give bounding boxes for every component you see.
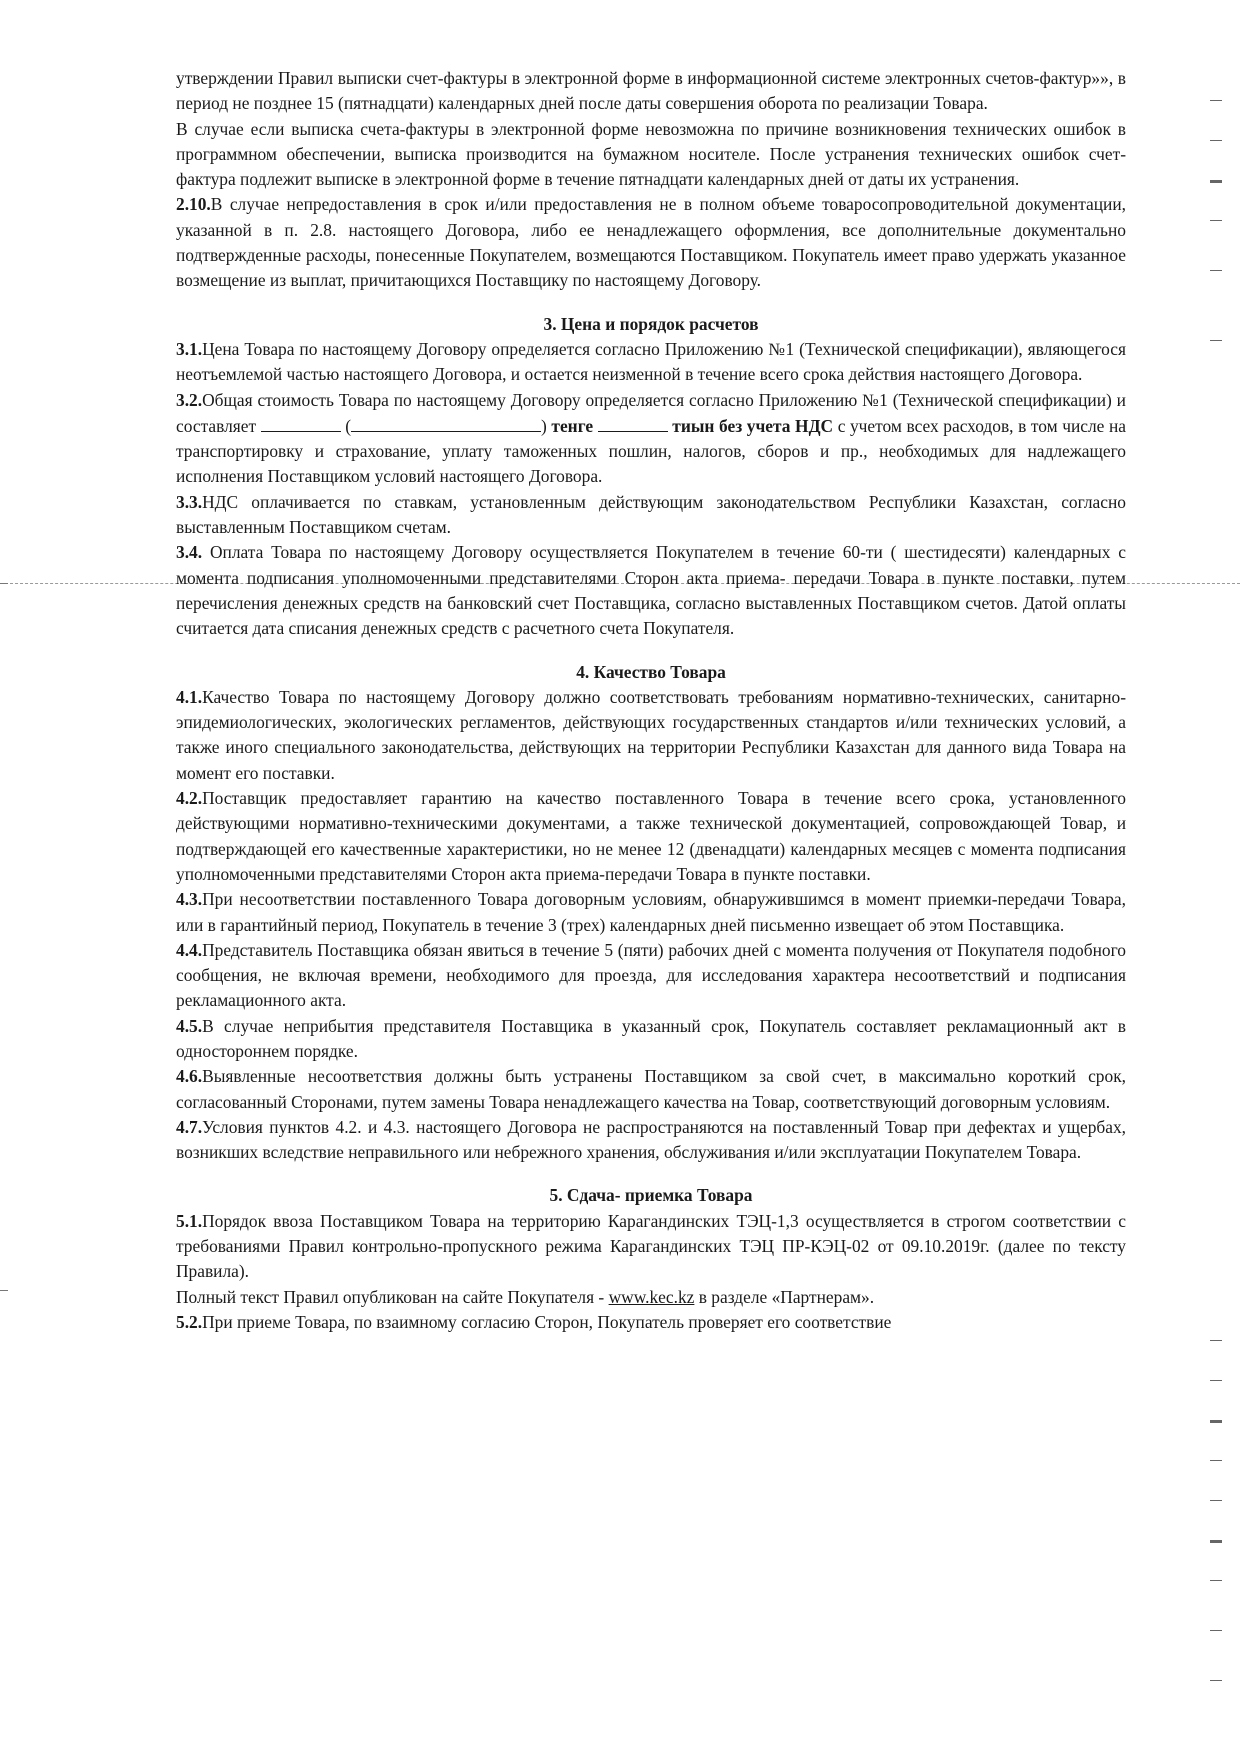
clause-text: Представитель Поставщика обязан явиться в течение 5 (пяти) рабочих дней с момента получения от Покупателя подобного сообщения, не включая времени, необходимого для проезда, для исследования характера несоответствий и подписания рекламационного акта.: [176, 939, 1126, 1011]
clause-text: Поставщик предоставляет гарантию на качество поставленного Товара в течение всего срока, установленного действующими нормативно-техническими документами, а также технической документацией, сопровождающей Товар, и подтверждающей его качественные характеристики, но не менее 12 (двенадцати) календарных месяцев с момента подписания уполномоченными представителями Сторон акта приема-передачи Товара в пункте поставки.: [176, 788, 1126, 884]
margin-mark: [1210, 180, 1222, 183]
paragraph-3-2: 3.2.Общая стоимость Товара по настоящему Договору определяется согласно Приложению №1 (Технической спецификации) и составляет ( ) тенге тиын без учета НДС с учетом всех расходов, в том числе на транспортировку и страхование, уплату таможенных пошлин, налогов, сборов и пр., необходимых для надлежащего исполнения Поставщиком условий настоящего Договора.: [176, 389, 1126, 487]
clause-number: 5.1.: [176, 1210, 203, 1231]
currency-tenge: тенге: [551, 415, 594, 436]
amount-words-blank[interactable]: [351, 413, 541, 432]
clause-text: При несоответствии поставленного Товара договорным условиям, обнаружившимся в момент приемки-передачи Товара, или в гарантийный период, Покупатель в течение 3 (трех) календарных дней письменно извещает об этом Поставщика.: [176, 889, 1126, 935]
clause-text: в разделе «Партнерам».: [698, 1286, 875, 1307]
tiyn-blank[interactable]: [598, 413, 668, 432]
clause-text: Общая стоимость Товара по настоящему Договору определяется согласно Приложению №1 (Технической спецификации) и составляет: [176, 389, 1126, 436]
contract-page: [176, 66, 1126, 1335]
clause-number: 3.2.: [176, 389, 203, 410]
margin-mark: [1210, 340, 1222, 341]
clause-number: 2.10.: [176, 194, 211, 215]
section-3-title: 3. Цена и порядок расчетов: [543, 313, 759, 334]
paragraph-5-1: [176, 1209, 1126, 1285]
clause-text: Качество Товара по настоящему Договору должно соответствовать требованиям нормативно-технических, санитарно-эпидемиологических, экологических регламентов, действующих государственных стандартов и/или технических условий, а также иного специального законодательства, действующих на территории Республики Казахстан для данного вида Товара на момент его поставки.: [176, 686, 1126, 783]
clause-number: 4.3.: [176, 889, 203, 910]
margin-mark: [1210, 1630, 1222, 1631]
clause-number: 4.6.: [176, 1066, 203, 1087]
clause-number: 4.4.: [176, 939, 203, 960]
clause-text: НДС оплачивается по ставкам, установленным действующим законодательством Республики Казахстан, согласно выставленным Поставщиком счетам.: [176, 491, 1126, 538]
paragraph-2-10: [176, 192, 1126, 293]
clause-text: Полный текст Правил опубликован на сайте Покупателя -: [176, 1286, 605, 1307]
clause-text: В случае неприбытия представителя Поставщика в указанный срок, Покупатель составляет рекламационный акт в одностороннем порядке.: [176, 1015, 1126, 1061]
margin-mark: [1210, 100, 1222, 101]
paragraph-4-7: [176, 1115, 1126, 1166]
margin-mark: [1210, 1500, 1222, 1501]
paragraph-4-6: [176, 1064, 1126, 1115]
clause-text: Порядок ввоза Поставщиком Товара на территорию Карагандинских ТЭЦ-1,3 осуществляется в строгом соответствии с требованиями Правил контрольно-пропускного режима Карагандинских ТЭЦ ПР-КЭЦ-02 от 09.10.2019г. (далее по тексту Правила).: [176, 1210, 1126, 1282]
margin-mark: [1210, 220, 1222, 221]
clause-number: 3.1.: [176, 338, 203, 359]
clause-number: 3.3.: [176, 491, 203, 512]
paragraph-4-4: [176, 938, 1126, 1014]
amount-blank[interactable]: [261, 413, 341, 432]
clause-text: Выявленные несоответствия должны быть устранены Поставщиком за свой счет, в максимально короткий срок, согласованный Сторонами, путем замены Товара ненадлежащего качества на Товар, соответствующий договорным условиям.: [176, 1066, 1126, 1112]
clause-text: Оплата Товара по настоящему Договору осуществляется Покупателем в течение 60-ти ( шестидесяти) календарных с момента подписания уполномоченными представителями Сторон акта приема- передачи Товара в пункте поставки, путем перечисления денежных средств на банковский счет Поставщика, согласно выставленных Поставщиком счетов. Датой оплаты считается дата списания денежных средств с расчетного счета Покупателя.: [176, 542, 1126, 639]
paragraph-3-1: [176, 337, 1126, 388]
section-4-title: 4. Качество Товара: [576, 661, 726, 682]
paragraph-3-4: [176, 540, 1126, 641]
clause-number: 5.2.: [176, 1311, 203, 1332]
clause-text: Условия пунктов 4.2. и 4.3. настоящего Договора не распространяются на поставленный Товар при дефектах и ущербах, возникших вследствие неправильного или небрежного хранения, обслуживания и/или эксплуатации Покупателем Товара.: [176, 1116, 1126, 1163]
margin-mark: [1210, 1540, 1222, 1543]
scan-margin-marks: [1210, 40, 1232, 1740]
left-edge-tick: [0, 1290, 8, 1291]
left-edge-tick: [0, 583, 8, 584]
paragraph-5-1-link: [176, 1285, 1126, 1310]
paragraph-intro-2: В случае если выписка счета-фактуры в электронной форме невозможна по причине возникновения технических ошибок в программном обеспечении, выписка производится на бумажном носителе. После устранения технических ошибок счет-фактура подлежит выписке в электронной форме в течение пятнадцати календарных дней от даты их устранения.: [176, 118, 1126, 190]
clause-text: Цена Товара по настоящему Договору определяется согласно Приложению №1 (Технической спецификации), являющегося неотъемлемой частью настоящего Договора, и остается неизменной в течение всего срока действия настоящего Договора.: [176, 338, 1126, 385]
margin-mark: [1210, 1380, 1222, 1381]
currency-tiyn-vat: тиын без учета НДС: [672, 415, 834, 436]
paragraph-4-1: [176, 685, 1126, 786]
clause-number: 4.2.: [176, 788, 203, 809]
clause-number: 3.4.: [176, 542, 203, 563]
margin-mark: [1210, 1420, 1222, 1423]
clause-text: При приеме Товара, по взаимному согласию Сторон, Покупатель проверяет его соответствие: [202, 1311, 892, 1332]
paragraph-4-3: [176, 887, 1126, 938]
paragraph-5-2: [176, 1310, 1126, 1335]
paragraph-4-2: [176, 786, 1126, 887]
clause-number: 4.1.: [176, 686, 203, 707]
clause-number: 4.7.: [176, 1116, 203, 1137]
clause-text: В случае непредоставления в срок и/или предоставления не в полном объеме товаросопроводительной документации, указанной в п. 2.8. настоящего Договора, либо ее ненадлежащего оформления, все дополнительные документально подтвержденные расходы, понесенные Покупателем, возмещаются Поставщиком. Покупатель имеет право удержать указанное возмещение из выплат, причитающихся Поставщику по настоящему Договору.: [176, 194, 1126, 291]
paragraph-intro-1: утверждении Правил выписки счет-фактуры в электронной форме в информационной системе электронных счетов-фактур»», в период не позднее 15 (пятнадцати) календарных дней после даты совершения оборота по реализации Товара.: [176, 68, 1126, 114]
margin-mark: [1210, 140, 1222, 141]
clause-number: 4.5.: [176, 1015, 203, 1036]
margin-mark: [1210, 1340, 1222, 1341]
margin-mark: [1210, 1460, 1222, 1461]
paragraph-3-3: [176, 490, 1126, 541]
clause-text: с учетом всех расходов, в том числе на транспортировку и страхование, уплату таможенных пошлин, налогов, сборов и пр., необходимых для надлежащего исполнения Поставщиком условий настоящего Договора.: [176, 415, 1126, 487]
margin-mark: [1210, 270, 1222, 271]
margin-mark: [1210, 1680, 1222, 1681]
section-5-title: 5. Сдача- приемка Товара: [549, 1185, 753, 1206]
margin-mark: [1210, 1580, 1222, 1581]
paragraph-4-5: [176, 1014, 1126, 1065]
website-link[interactable]: www.kec.kz: [608, 1286, 695, 1307]
